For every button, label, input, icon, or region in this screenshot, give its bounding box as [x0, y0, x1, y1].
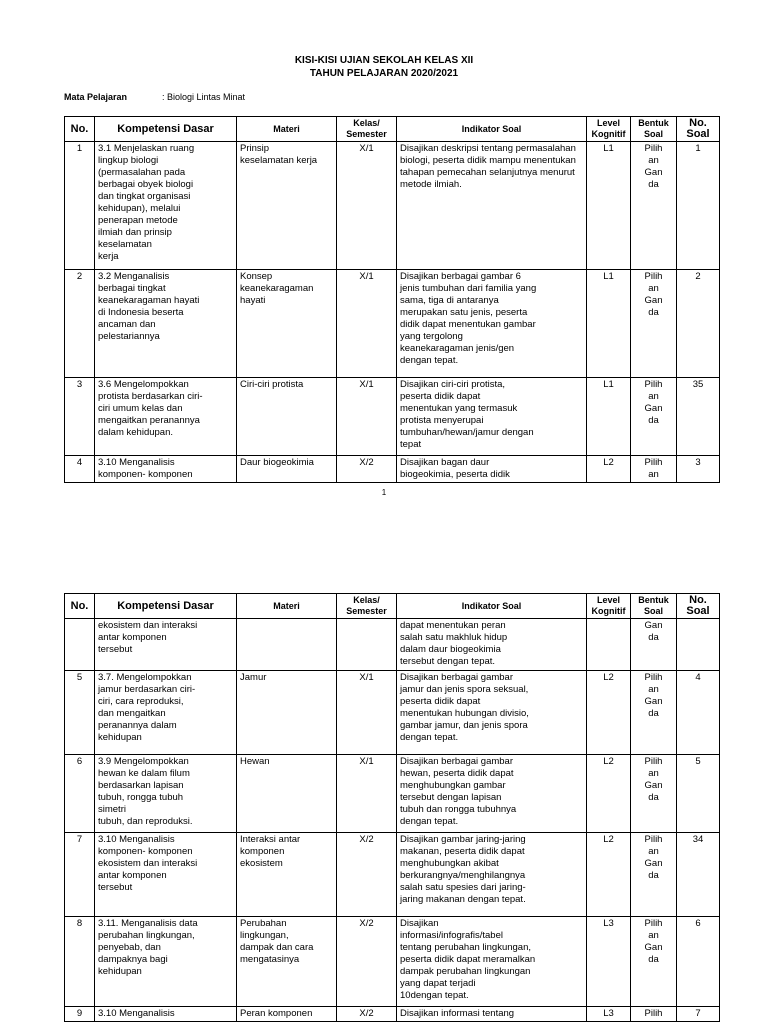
- cell-no: 6: [65, 755, 95, 833]
- table-row: [65, 1007, 720, 1022]
- table-row: [65, 378, 720, 456]
- cell-level-kognitif: L3: [587, 917, 631, 1007]
- cell-kelas-semester: X/2: [337, 456, 397, 483]
- cell-no: 9: [65, 1007, 95, 1022]
- kisi-table-page1: [64, 116, 720, 483]
- cell-no: 3: [65, 378, 95, 456]
- table-row: [65, 755, 720, 833]
- cell-materi: Hewan: [237, 755, 337, 833]
- cell-no-soal: 6: [677, 917, 720, 1007]
- header-row: [65, 117, 720, 142]
- table-row: [65, 619, 720, 671]
- cell-kelas-semester: X/1: [337, 142, 397, 270]
- cell-kompetensi-dasar: 3.9 Mengelompokkan hewan ke dalam filum berdasarkan lapisan tubuh, rongga tubuh simetri tubuh, dan reproduksi.: [95, 755, 237, 833]
- cell-kompetensi-dasar: 3.1 Menjelaskan ruang lingkup biologi (permasalahan pada berbagai obyek biologi dan tingkat organisasi kehidupan), melalui penerapan metode ilmiah dan prinsip keselamatan kerja: [95, 142, 237, 270]
- cell-bentuk-soal: Pilih an Gan da: [631, 917, 677, 1007]
- cell-no-soal: 3: [677, 456, 720, 483]
- cell-kompetensi-dasar: ekosistem dan interaksi antar komponen tersebut: [95, 619, 237, 671]
- cell-indikator-soal: Disajikan informasi tentang: [397, 1007, 587, 1022]
- cell-no-soal: 5: [677, 755, 720, 833]
- header-no: No.: [65, 117, 95, 142]
- cell-level-kognitif: [587, 619, 631, 671]
- cell-kompetensi-dasar: 3.7. Mengelompokkan jamur berdasarkan ciri- ciri, cara reproduksi, dan mengaitkan peranannya dalam kehidupan: [95, 671, 237, 755]
- cell-bentuk-soal: Pilih an Gan da: [631, 378, 677, 456]
- table-row: [65, 917, 720, 1007]
- subject-row: [64, 92, 246, 102]
- cell-indikator-soal: dapat menentukan peran salah satu makhluk hidup dalam daur biogeokimia tersebut dengan tepat.: [397, 619, 587, 671]
- cell-kompetensi-dasar: 3.6 Mengelompokkan protista berdasarkan ciri- ciri umum kelas dan mengaitkan peranannya dalam kehidupan.: [95, 378, 237, 456]
- cell-level-kognitif: L1: [587, 270, 631, 378]
- cell-bentuk-soal: Pilih an Gan da: [631, 671, 677, 755]
- cell-no-soal: [677, 619, 720, 671]
- cell-no: 5: [65, 671, 95, 755]
- cell-level-kognitif: L3: [587, 1007, 631, 1022]
- cell-no-soal: 1: [677, 142, 720, 270]
- cell-kelas-semester: X/2: [337, 917, 397, 1007]
- cell-kelas-semester: X/1: [337, 755, 397, 833]
- cell-level-kognitif: L1: [587, 378, 631, 456]
- header-bentuk-soal: Bentuk Soal: [631, 594, 677, 619]
- cell-no-soal: 7: [677, 1007, 720, 1022]
- cell-kelas-semester: [337, 619, 397, 671]
- header-materi: Materi: [237, 117, 337, 142]
- cell-indikator-soal: Disajikan berbagai gambar hewan, peserta didik dapat menghubungkan gambar tersebut dengan lapisan tubuh dan rongga tubuhnya dengan tepat.: [397, 755, 587, 833]
- cell-materi: Daur biogeokimia: [237, 456, 337, 483]
- cell-materi: Perubahan lingkungan, dampak dan cara mengatasinya: [237, 917, 337, 1007]
- cell-kelas-semester: X/1: [337, 378, 397, 456]
- cell-no: 8: [65, 917, 95, 1007]
- header-no: No.: [65, 594, 95, 619]
- cell-materi: Konsep keanekaragaman hayati: [237, 270, 337, 378]
- header-no-soal: No. Soal: [677, 594, 720, 619]
- header-kompetensi-dasar: Kompetensi Dasar: [95, 117, 237, 142]
- cell-no-soal: 4: [677, 671, 720, 755]
- header-indikator-soal: Indikator Soal: [397, 594, 587, 619]
- cell-indikator-soal: Disajikan gambar jaring-jaring makanan, peserta didik dapat menghubungkan akibat berkurangnya/menghilangnya salah satu spesies dari jaring- jaring makanan dengan tepat.: [397, 833, 587, 917]
- header-kompetensi-dasar: Kompetensi Dasar: [95, 594, 237, 619]
- cell-no: 2: [65, 270, 95, 378]
- cell-no: 1: [65, 142, 95, 270]
- cell-indikator-soal: Disajikan berbagai gambar jamur dan jenis spora seksual, peserta didik dapat menentukan hubungan divisio, gambar jamur, dan jenis spora dengan tepat.: [397, 671, 587, 755]
- subject-label: Mata Pelajaran: [64, 92, 128, 102]
- cell-no: 7: [65, 833, 95, 917]
- subject-value: : Biologi Lintas Minat: [162, 92, 246, 102]
- cell-indikator-soal: Disajikan deskripsi tentang permasalahan biologi, peserta didik mampu menentukan tahapan pemecahan selanjutnya menurut metode ilmiah.: [397, 142, 587, 270]
- header-kelas-semester: Kelas/ Semester: [337, 117, 397, 142]
- header-materi: Materi: [237, 594, 337, 619]
- cell-level-kognitif: L2: [587, 671, 631, 755]
- cell-bentuk-soal: Pilih an: [631, 456, 677, 483]
- table-row: [65, 270, 720, 378]
- cell-indikator-soal: Disajikan berbagai gambar 6 jenis tumbuhan dari familia yang sama, tiga di antaranya merupakan satu jenis, peserta didik dapat menentukan gambar yang tergolong keanekaragaman jenis/gen dengan tepat.: [397, 270, 587, 378]
- cell-bentuk-soal: Gan da: [631, 619, 677, 671]
- cell-bentuk-soal: Pilih an Gan da: [631, 833, 677, 917]
- cell-kompetensi-dasar: 3.10 Menganalisis komponen- komponen ekosistem dan interaksi antar komponen tersebut: [95, 833, 237, 917]
- cell-indikator-soal: Disajikan informasi/infografis/tabel tentang perubahan lingkungan, peserta didik dapat meramalkan dampak perubahan lingkungan yang dapat terjadi 10dengan tepat.: [397, 917, 587, 1007]
- cell-no-soal: 2: [677, 270, 720, 378]
- cell-no: 4: [65, 456, 95, 483]
- cell-level-kognitif: L2: [587, 456, 631, 483]
- cell-level-kognitif: L2: [587, 833, 631, 917]
- cell-kelas-semester: X/2: [337, 833, 397, 917]
- header-level-kognitif: Level Kognitif: [587, 594, 631, 619]
- cell-indikator-soal: Disajikan bagan daur biogeokimia, peserta didik: [397, 456, 587, 483]
- cell-kompetensi-dasar: 3.2 Menganalisis berbagai tingkat keanekaragaman hayati di Indonesia beserta ancaman dan pelestariannya: [95, 270, 237, 378]
- table-row: [65, 671, 720, 755]
- cell-kelas-semester: X/2: [337, 1007, 397, 1022]
- cell-bentuk-soal: Pilih: [631, 1007, 677, 1022]
- cell-bentuk-soal: Pilih an Gan da: [631, 142, 677, 270]
- header-kelas-semester: Kelas/ Semester: [337, 594, 397, 619]
- cell-no-soal: 34: [677, 833, 720, 917]
- cell-materi: [237, 619, 337, 671]
- cell-materi: Jamur: [237, 671, 337, 755]
- cell-materi: Peran komponen: [237, 1007, 337, 1022]
- cell-bentuk-soal: Pilih an Gan da: [631, 755, 677, 833]
- header-no-soal: No. Soal: [677, 117, 720, 142]
- table-row: [65, 833, 720, 917]
- header-bentuk-soal: Bentuk Soal: [631, 117, 677, 142]
- cell-level-kognitif: L2: [587, 755, 631, 833]
- cell-kelas-semester: X/1: [337, 270, 397, 378]
- cell-kompetensi-dasar: 3.10 Menganalisis: [95, 1007, 237, 1022]
- cell-indikator-soal: Disajikan ciri-ciri protista, peserta didik dapat menentukan yang termasuk protista menyerupai tumbuhan/hewan/jamur dengan tepat: [397, 378, 587, 456]
- header-row: [65, 594, 720, 619]
- page-number: 1: [381, 488, 387, 497]
- cell-bentuk-soal: Pilih an Gan da: [631, 270, 677, 378]
- kisi-table-page2: [64, 593, 720, 1022]
- document-title-line1: KISI-KISI UJIAN SEKOLAH KELAS XII: [294, 55, 474, 66]
- cell-kompetensi-dasar: 3.11. Menganalisis data perubahan lingkungan, penyebab, dan dampaknya bagi kehidupan: [95, 917, 237, 1007]
- cell-level-kognitif: L1: [587, 142, 631, 270]
- table-row: [65, 456, 720, 483]
- cell-kompetensi-dasar: 3.10 Menganalisis komponen- komponen: [95, 456, 237, 483]
- cell-no-soal: 35: [677, 378, 720, 456]
- cell-materi: Interaksi antar komponen ekosistem: [237, 833, 337, 917]
- cell-materi: Prinsip keselamatan kerja: [237, 142, 337, 270]
- header-level-kognitif: Level Kognitif: [587, 117, 631, 142]
- table-row: [65, 142, 720, 270]
- cell-materi: Ciri-ciri protista: [237, 378, 337, 456]
- cell-no: [65, 619, 95, 671]
- cell-kelas-semester: X/1: [337, 671, 397, 755]
- header-indikator-soal: Indikator Soal: [397, 117, 587, 142]
- document-title-line2: TAHUN PELAJARAN 2020/2021: [309, 68, 459, 79]
